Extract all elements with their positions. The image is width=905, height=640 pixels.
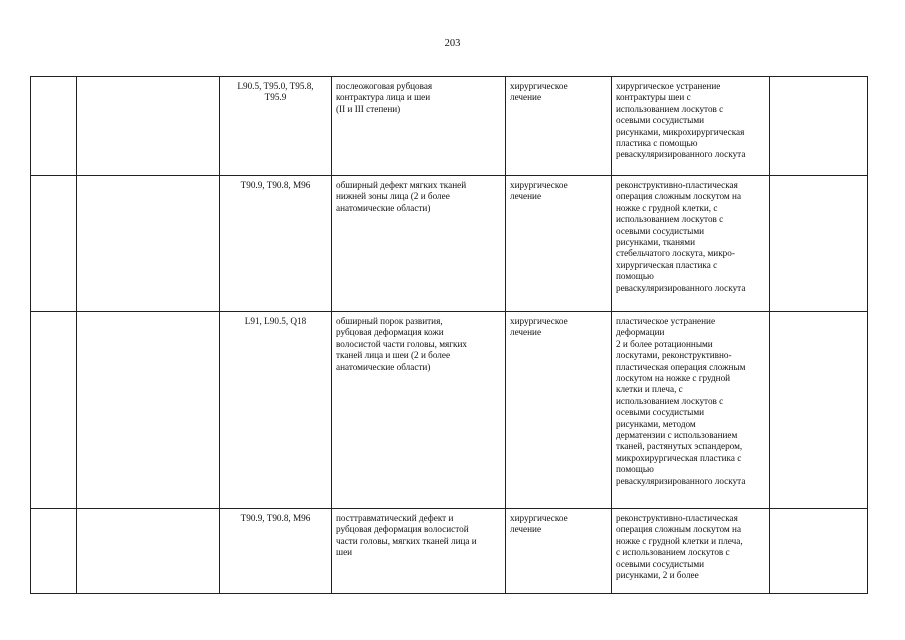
cost-cell: [770, 312, 868, 509]
model-cell: [332, 176, 506, 312]
codes-cell: [220, 176, 332, 312]
type-cell: [506, 77, 612, 176]
treatment-type: хирургическое лечение: [510, 81, 568, 103]
patient-model: послеожоговая рубцовая контрактура лица и шеи (II и III степени): [336, 81, 433, 114]
method-cell: [612, 509, 770, 594]
cost-cell: [770, 77, 868, 176]
model-cell: [332, 509, 506, 594]
index-cell: [31, 77, 77, 176]
cost-cell: [770, 509, 868, 594]
treatment-method: реконструктивно-пластическая операция сложным лоскутом на ножке с грудной клетки, с использованием лоскутов с осевыми сосудистыми рисунками, тканями стебельчатого лоскута, микро- хирургическая пластика с помощью реваскуляризированного лоскута: [616, 180, 746, 293]
treatment-type: хирургическое лечение: [510, 180, 568, 202]
patient-model: обширный дефект мягких тканей нижней зоны лица (2 и более анатомические области): [336, 180, 467, 213]
name-cell: [77, 77, 220, 176]
model-cell: [332, 312, 506, 509]
treatment-method: хирургическое устранение контрактуры шеи с использованием лоскутов с осевыми сосудистыми рисунками, микрохирургическая пластика с помощью реваскуляризированного лоскута: [616, 81, 746, 160]
treatment-type: хирургическое лечение: [510, 513, 568, 535]
index-cell: [31, 312, 77, 509]
table-row: [31, 509, 868, 594]
patient-model: посттравматический дефект и рубцовая деформация волосистой части головы, мягких тканей лица и шеи: [336, 513, 477, 558]
codes-cell: [220, 312, 332, 509]
name-cell: [77, 176, 220, 312]
type-cell: [506, 509, 612, 594]
method-cell: [612, 77, 770, 176]
type-cell: [506, 176, 612, 312]
index-cell: [31, 176, 77, 312]
treatment-method: реконструктивно-пластическая операция сложным лоскутом на ножке с грудной клетки и плеча, с использованием лоскутов с осевыми сосудистыми рисунками, 2 и более: [616, 513, 743, 581]
codes-cell: [220, 509, 332, 594]
cost-cell: [770, 176, 868, 312]
diagnosis-codes: T90.9, T90.8, M96: [240, 180, 311, 190]
method-cell: [612, 312, 770, 509]
diagnosis-codes: L90.5, T95.0, T95.8, T95.9: [237, 81, 314, 103]
diagnosis-codes: T90.9, T90.8, M96: [240, 513, 311, 523]
codes-cell: [220, 77, 332, 176]
table-row: [31, 77, 868, 176]
name-cell: [77, 312, 220, 509]
index-cell: [31, 509, 77, 594]
table-row: [31, 176, 868, 312]
name-cell: [77, 509, 220, 594]
medical-care-table: [30, 76, 868, 594]
treatment-method: пластическое устранение деформации 2 и более ротационными лоскутами, реконструктивно- пластическая операция сложным лоскутом на ножке с грудной клетки и плеча, с использованием лоскутов с осевыми сосудистыми рисунками, методом дерматензии с использованием тканей, растянутых эспандером, микрохирургическая пластика с помощью реваскуляризированного лоскута: [616, 316, 746, 486]
page-number: 203: [444, 38, 461, 49]
method-cell: [612, 176, 770, 312]
diagnosis-codes: L91, L90.5, Q18: [244, 316, 307, 326]
treatment-type: хирургическое лечение: [510, 316, 568, 338]
table-row: [31, 312, 868, 509]
model-cell: [332, 77, 506, 176]
type-cell: [506, 312, 612, 509]
patient-model: обширный порок развития, рубцовая деформация кожи волосистой части головы, мягких тканей лица и шеи (2 и более анатомические области): [336, 316, 468, 372]
